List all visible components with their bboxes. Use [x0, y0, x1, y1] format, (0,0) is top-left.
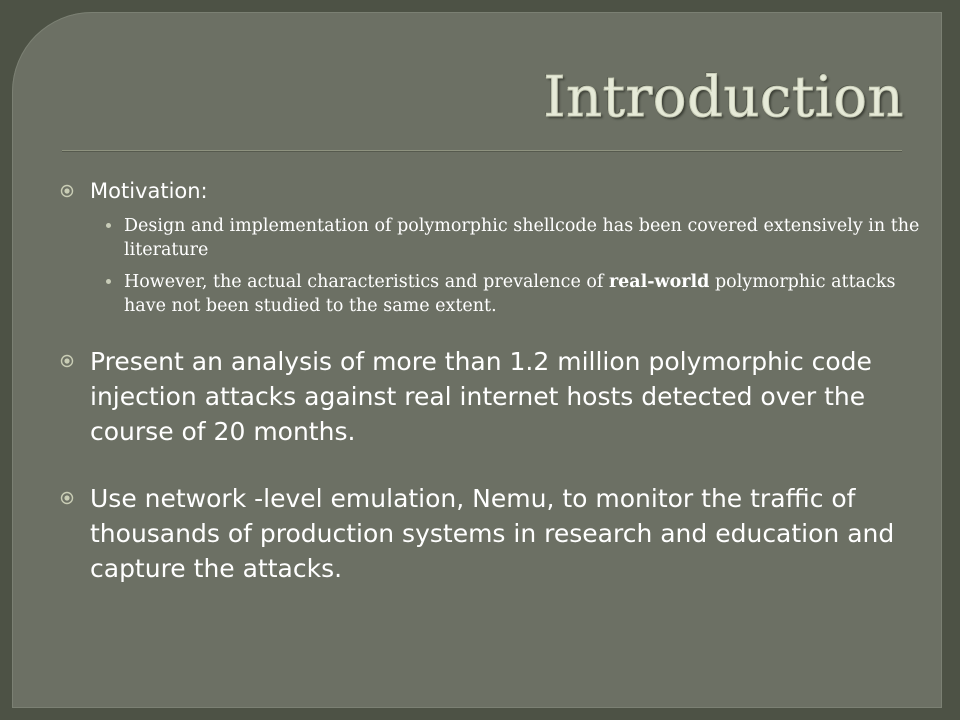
sub-bullet-emphasis: real-world [608, 272, 710, 292]
bullet-motivation [60, 176, 920, 206]
small-dot-icon [106, 279, 111, 284]
bullet-text: Motivation: [90, 179, 208, 203]
sub-bullet-design [60, 214, 920, 262]
circled-dot-icon [60, 491, 74, 505]
small-dot-icon [106, 223, 111, 228]
sub-bullet-text-after: polymorphic attacks have not been studied to the same extent. [124, 272, 896, 316]
sub-bullet-text-before: However, the actual characteristics and prevalence of [124, 272, 609, 292]
slide-title: Introduction [543, 65, 904, 130]
title-divider [62, 150, 902, 152]
bullet-text: Use network -level emulation, Nemu, to monitor the traffic of thousands of production systems in research and education and capture the attacks. [90, 484, 895, 583]
bullet-text: Present an analysis of more than 1.2 million polymorphic code injection attacks against real internet hosts detected over the course of 20 months. [90, 347, 872, 446]
bullet-present [60, 344, 920, 449]
circled-dot-icon [60, 354, 74, 368]
sub-bullet-text: Design and implementation of polymorphic shellcode has been covered extensively in the literature [124, 216, 920, 260]
circled-dot-icon [60, 184, 74, 198]
sub-bullet-however [60, 270, 920, 318]
bullet-list [60, 176, 920, 586]
bullet-use [60, 481, 920, 586]
